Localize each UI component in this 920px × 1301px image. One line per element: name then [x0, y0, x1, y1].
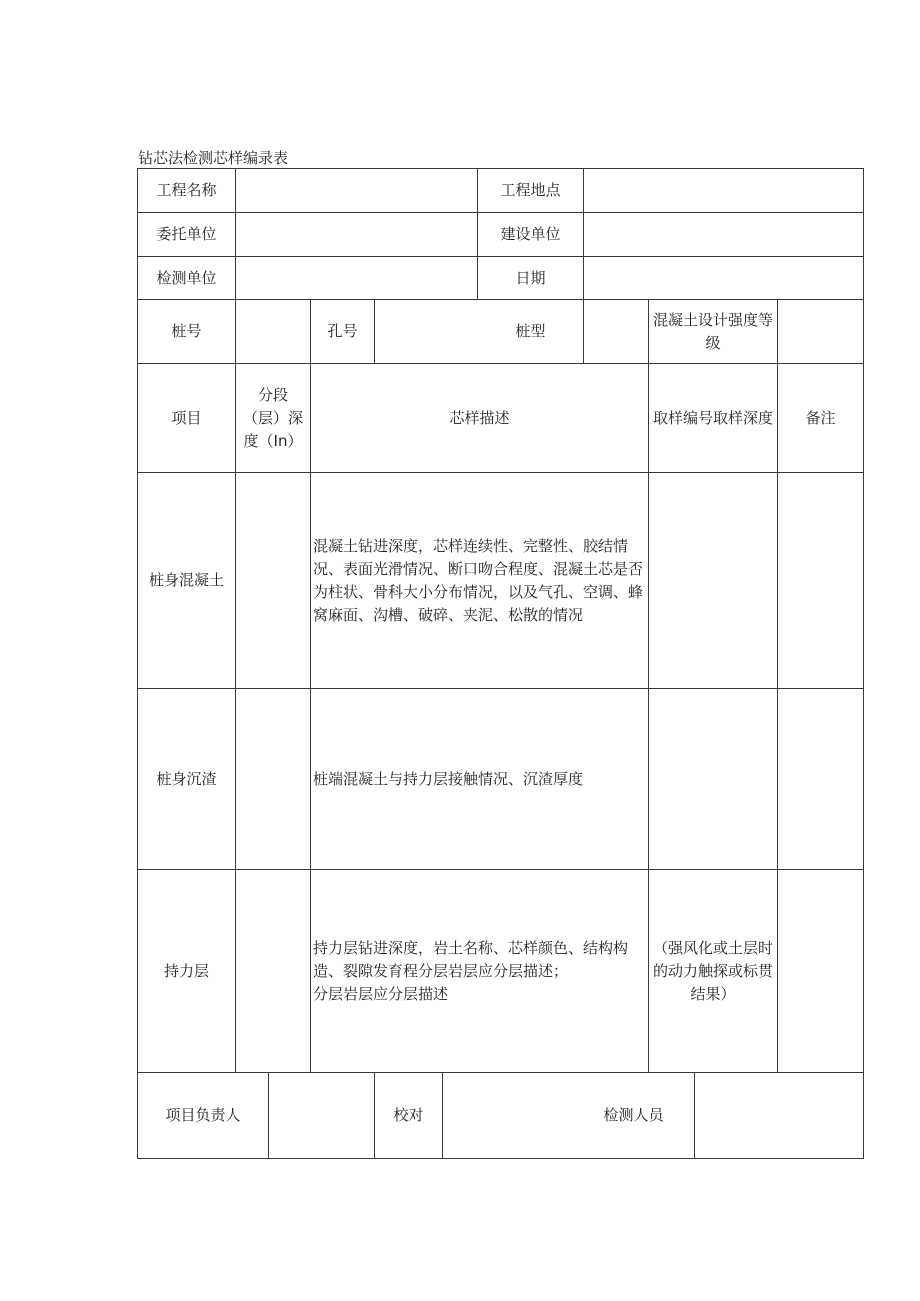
label-pile-type: 桩型: [515, 322, 546, 340]
section-depth[interactable]: [236, 689, 310, 869]
label-testing-unit: 检测单位: [156, 268, 217, 287]
value-pile-type[interactable]: [584, 300, 648, 363]
section-remarks[interactable]: [778, 689, 863, 869]
label-date: 日期: [515, 268, 546, 287]
header-item: 项目: [171, 408, 202, 427]
section-remarks[interactable]: [778, 473, 863, 688]
header-sample-no: 取样编号取样深度: [652, 408, 773, 427]
label-project-name: 工程名称: [156, 181, 217, 199]
value-checker[interactable]: [443, 1073, 573, 1158]
value-project-name[interactable]: [236, 169, 477, 212]
label-construction-unit: 建设单位: [500, 225, 561, 243]
header-remarks: 备注: [805, 408, 836, 427]
section-description: 混凝土钻进深度，芯样连续性、完整性、胶结情况、表面光滑情况、断口吻合程度、混凝土芯是否为柱状、骨科大小分布情况，以及气孔、空调、蜂窝麻面、沟槽、破碎、夹泥、松散的情况: [313, 536, 644, 624]
section-sample[interactable]: [649, 689, 777, 869]
label-tester: 检测人员: [603, 1106, 664, 1124]
section-sample[interactable]: [649, 473, 777, 688]
section-remarks[interactable]: [778, 870, 863, 1072]
label-checker: 校对: [393, 1106, 424, 1124]
value-client-unit[interactable]: [236, 213, 477, 256]
header-description: 芯样描述: [449, 408, 510, 427]
value-concrete-grade[interactable]: [778, 300, 863, 363]
value-date[interactable]: [584, 257, 863, 299]
section-name: 桩身混凝土: [148, 571, 224, 589]
section-description: 持力层钻进深度，岩土名称、芯样颜色、结构构造、裂隙发育程分层岩层应分层描述； 分层岩层应分层描述: [313, 938, 629, 1003]
section-name: 桩身沉渣: [156, 769, 217, 788]
value-hole-no[interactable]: [375, 300, 477, 363]
label-concrete-grade: 混凝土设计强度等级: [652, 310, 773, 352]
grid-line: [863, 168, 864, 1159]
section-name: 持力层: [163, 961, 209, 980]
value-pile-no[interactable]: [236, 300, 310, 363]
label-pile-no: 桩号: [171, 322, 202, 340]
header-depth: 分段（层）深度（In）: [242, 385, 303, 450]
label-project-leader: 项目负责人: [165, 1106, 241, 1124]
value-project-leader[interactable]: [269, 1073, 374, 1158]
section-description: 桩端混凝土与持力层接触情况、沉渣厚度: [313, 769, 584, 788]
label-project-location: 工程地点: [500, 181, 561, 199]
section-sample: （强风化或土层时的动力触探或标贯结果）: [652, 938, 773, 1003]
section-depth[interactable]: [236, 870, 310, 1072]
label-client-unit: 委托单位: [156, 225, 217, 243]
value-testing-unit[interactable]: [236, 257, 477, 299]
label-hole-no: 孔号: [327, 322, 358, 340]
section-depth[interactable]: [236, 473, 310, 688]
value-construction-unit[interactable]: [584, 213, 863, 256]
grid-line: [137, 1158, 864, 1159]
value-project-location[interactable]: [584, 169, 863, 212]
page-title: 钻芯法检测芯样编录表: [138, 149, 289, 167]
value-tester[interactable]: [695, 1073, 863, 1158]
